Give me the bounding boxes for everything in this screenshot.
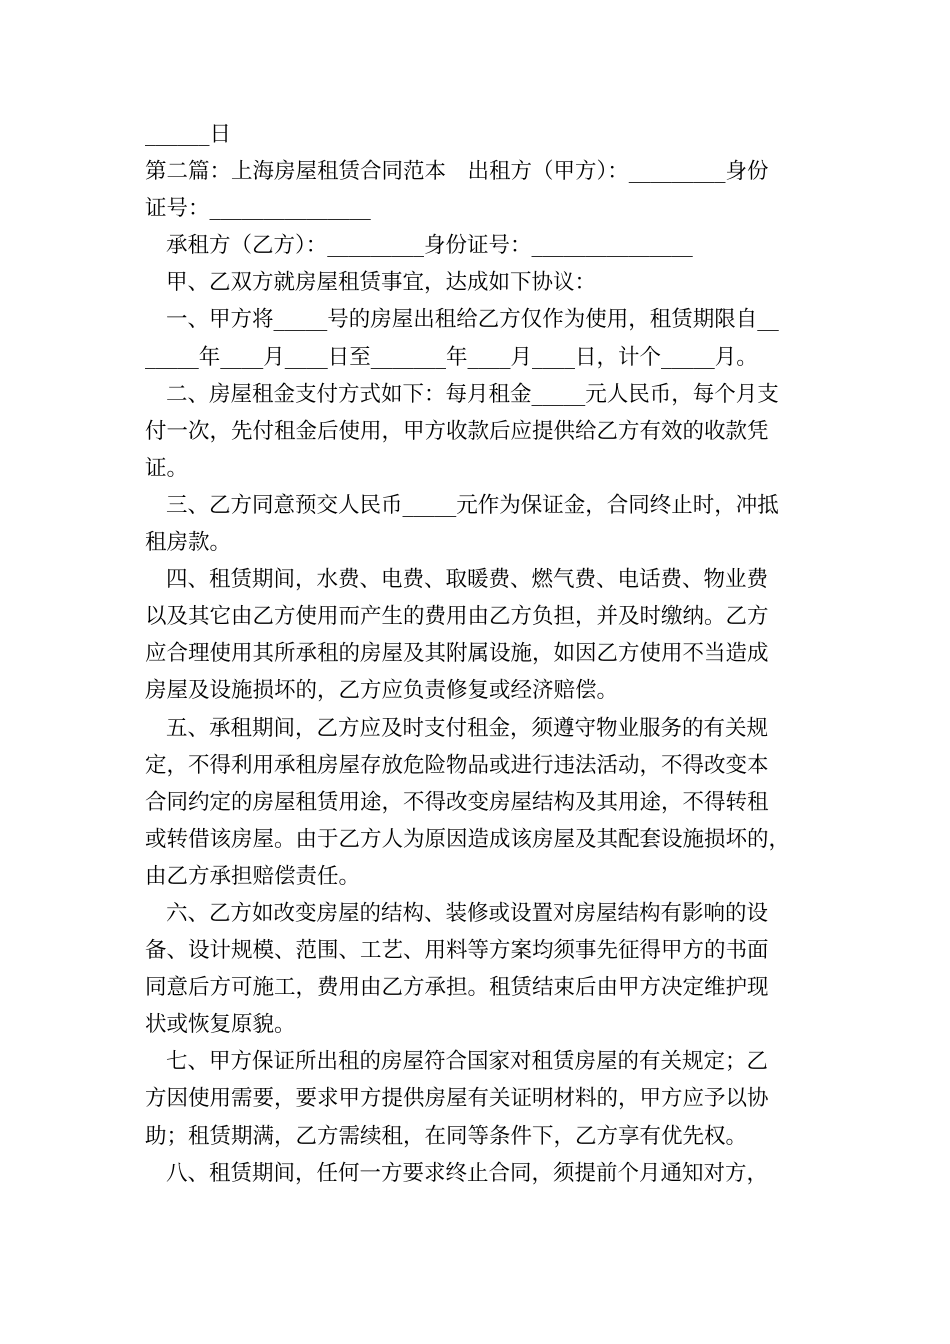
clause-4-line: 房屋及设施损坏的，乙方应负责修复或经济赔偿。 bbox=[145, 678, 619, 704]
clause-5-line: 由乙方承担赔偿责任。 bbox=[145, 863, 361, 889]
clause-6-line: 备、设计规模、范围、工艺、用料等方案均须事先征得甲方的书面 bbox=[145, 938, 769, 964]
clause-1-line: 一、甲方将_____号的房屋出租给乙方仅作为使用，租赁期限自__ bbox=[166, 307, 779, 333]
clause-4-line: 应合理使用其所承租的房屋及其附属设施，如因乙方使用不当造成 bbox=[145, 641, 769, 667]
clause-5-line: 合同约定的房屋租赁用途，不得改变房屋结构及其用途，不得转租 bbox=[145, 789, 769, 815]
clause-7-line: 七、甲方保证所出租的房屋符合国家对租赁房屋的有关规定；乙 bbox=[166, 1049, 769, 1075]
clause-5-line: 五、承租期间，乙方应及时支付租金，须遵守物业服务的有关规 bbox=[166, 715, 769, 741]
clause-3-line: 三、乙方同意预交人民币_____元作为保证金，合同终止时，冲抵 bbox=[166, 492, 779, 518]
clause-7-line: 助；租赁期满，乙方需续租，在同等条件下，乙方享有优先权。 bbox=[145, 1123, 748, 1149]
clause-4-line: 四、租赁期间，水费、电费、取暖费、燃气费、电话费、物业费 bbox=[166, 567, 769, 593]
section-title-line: 第二篇：上海房屋租赁合同范本 出租方（甲方）：_________身份 bbox=[145, 159, 769, 185]
text-line: 承租方（乙方）：_________身份证号：_______________ bbox=[166, 233, 693, 259]
clause-6-line: 六、乙方如改变房屋的结构、装修或设置对房屋结构有影响的设 bbox=[166, 900, 769, 926]
text-line: 证号：_______________ bbox=[145, 196, 371, 222]
clause-6-line: 同意后方可施工，费用由乙方承担。租赁结束后由甲方决定维护现 bbox=[145, 975, 769, 1001]
clause-4-line: 以及其它由乙方使用而产生的费用由乙方负担，并及时缴纳。乙方 bbox=[145, 604, 769, 630]
clause-5-line: 定，不得利用承租房屋存放危险物品或进行违法活动，不得改变本 bbox=[145, 752, 769, 778]
text-line: ______日 bbox=[145, 122, 232, 147]
clause-5-line: 或转借该房屋。由于乙方人为原因造成该房屋及其配套设施损坏的， bbox=[145, 826, 791, 852]
clause-1-line: _____年____月____日至_______年____月____日，计个_____月。 bbox=[145, 344, 758, 370]
clause-8-line: 八、租赁期间，任何一方要求终止合同，须提前个月通知对方， bbox=[166, 1160, 769, 1186]
clause-7-line: 方因使用需要，要求甲方提供房屋有关证明材料的，甲方应予以协 bbox=[145, 1086, 769, 1112]
clause-6-line: 状或恢复原貌。 bbox=[145, 1012, 296, 1038]
clause-3-line: 租房款。 bbox=[145, 530, 232, 556]
clause-2-line: 付一次，先付租金后使用，甲方收款后应提供给乙方有效的收款凭 bbox=[145, 418, 769, 444]
clause-2-line: 二、房屋租金支付方式如下：每月租金_____元人民币，每个月支 bbox=[166, 381, 779, 407]
document-body bbox=[145, 116, 825, 1192]
text-line: 甲、乙双方就房屋租赁事宜，达成如下协议： bbox=[166, 270, 597, 296]
clause-2-line: 证。 bbox=[145, 455, 189, 481]
